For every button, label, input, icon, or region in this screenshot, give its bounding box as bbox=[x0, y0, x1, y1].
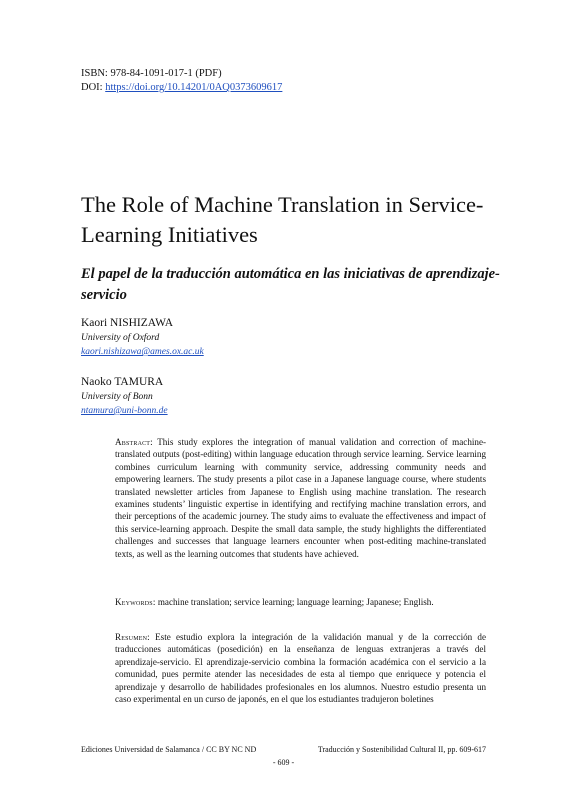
author-email-link[interactable]: kaori.nishizawa@ames.ox.ac.uk bbox=[81, 347, 204, 357]
resumen-label: Resumen: bbox=[115, 632, 150, 642]
resumen-text: Este estudio explora la integración de la validación manual y de la corrección de traducciones automáticas (posedición) en la enseñanza de lenguas extranjeras a través del aprendizaje-servicio. El aprendizaje-servicio combina la formación académica con el servicio a la comunidad, pues permite atender las necesidades de esta al tiempo que enriquece y potencia el aprendizaje y desarrollo de habilidades profesionales en los alumnos. Nuestro estudio presenta un caso experimental en un curso de japonés, en el que los estudiantes tradujeron boletines bbox=[115, 632, 486, 705]
abstract-en bbox=[115, 436, 486, 560]
abstract-es bbox=[115, 631, 486, 705]
author-affiliation: University of Oxford bbox=[81, 333, 160, 343]
author-name: Kaori NISHIZAWA bbox=[81, 317, 174, 329]
keywords bbox=[115, 596, 495, 608]
isbn: ISBN: 978-84-1091-017-1 (PDF) bbox=[81, 68, 222, 79]
author-block bbox=[81, 375, 381, 418]
doi-line bbox=[81, 81, 282, 95]
doi-label: DOI: bbox=[81, 82, 106, 93]
paper-subtitle: El papel de la traducción automática en las iniciativas de aprendizaje-servicio bbox=[81, 266, 500, 303]
page-number: - 609 - bbox=[272, 758, 295, 767]
footer-journal: Traducción y Sostenibilidad Cultural II, pp. 609-617 bbox=[317, 745, 486, 754]
abstract-text: This study explores the integration of manual validation and correction of machine-translated outputs (post-editing) within language education through service learning. Service learning combines curriculum learning with community service, addressing community needs and empowering learners. The study presents a pilot case in a Japanese language course, where students translated newsletter articles from Japanese to English using machine translation. The research examines students’ linguistic expertise in identifying and rectifying machine translation errors, and their perceptions of the academic journey. The study aims to evaluate the effectiveness and impact of this service-learning approach. Despite the small data sample, the study highlights the differentiated challenges and successes that language learners encounter when post-editing machine-translated texts, as well as the learning outcomes that students have achieved. bbox=[115, 437, 487, 559]
abstract-label: Abstract: bbox=[115, 437, 153, 447]
paper-title: The Role of Machine Translation in Service-Learning Initiatives bbox=[81, 192, 484, 247]
author-affiliation: University of Bonn bbox=[81, 392, 153, 402]
author-block bbox=[81, 316, 381, 359]
doi-link[interactable]: https://doi.org/10.14201/0AQ0373609617 bbox=[105, 82, 283, 93]
footer-publisher: Ediciones Universidad de Salamanca / CC BY NC ND bbox=[81, 745, 257, 754]
keywords-text: machine translation; service learning; language learning; Japanese; English. bbox=[157, 597, 434, 607]
author-name: Naoko TAMURA bbox=[81, 376, 164, 388]
author-email-link[interactable]: ntamura@uni-bonn.de bbox=[81, 406, 168, 416]
keywords-label: Keywords: bbox=[115, 597, 156, 607]
publication-meta bbox=[81, 67, 282, 95]
